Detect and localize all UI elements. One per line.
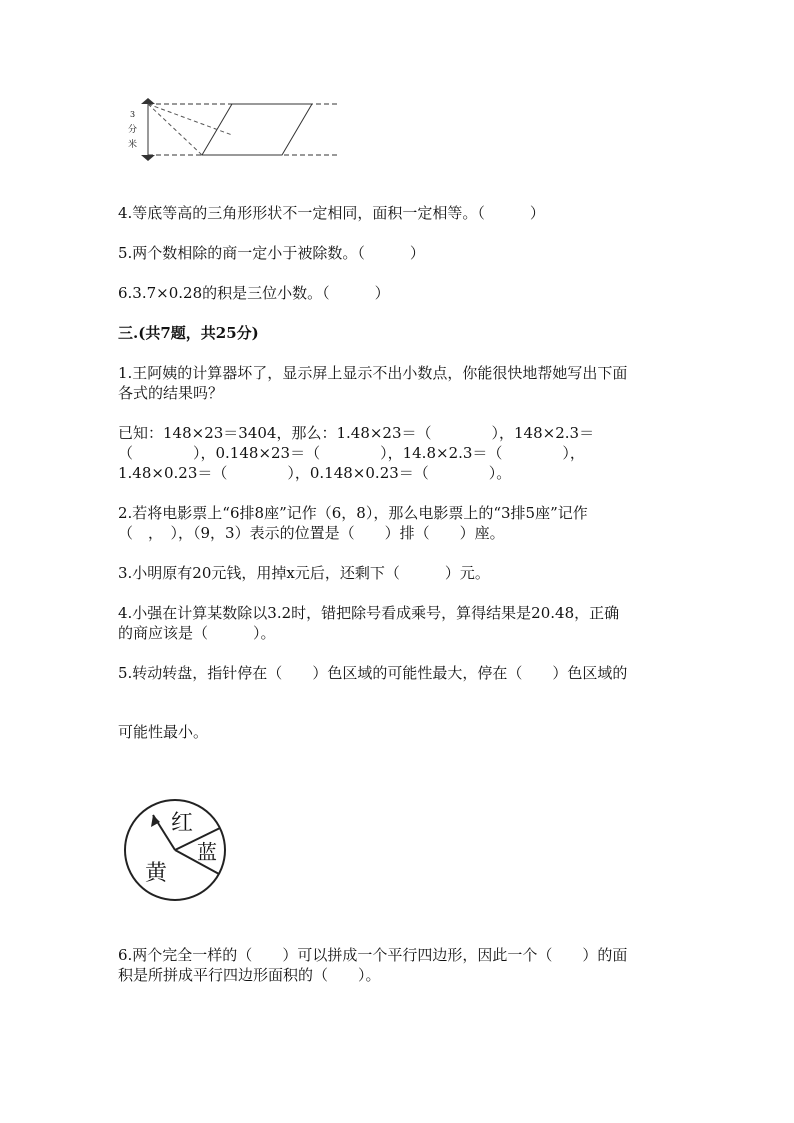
q2-item-5: 5.两个数相除的商一定小于被除数。（ ） <box>118 244 425 262</box>
q1-line-1: 1.王阿姨的计算器坏了，显示屏上显示不出小数点，你能很快地帮她写出下面 <box>118 364 628 382</box>
spinner-label-blue: 蓝 <box>197 840 217 864</box>
q1-line-3: 已知：148×23＝3404，那么：1.48×23＝（ ），148×2.3＝ <box>118 424 595 442</box>
height-label-2: 分 <box>128 125 138 135</box>
q1-line-5: 1.48×0.23＝（ ），0.148×0.23＝（ ）。 <box>118 464 512 482</box>
q5-line-1: 5.转动转盘，指针停在（ ）色区域的可能性最大，停在（ ）色区域的 <box>118 664 628 682</box>
q3-line: 3.小明原有20元钱，用掉x元后，还剩下（ ）元。 <box>118 564 490 582</box>
q6-line-2: 积是所拼成平行四边形面积的（ ）。 <box>118 966 381 984</box>
q4-line-2: 的商应该是（ ）。 <box>118 624 276 642</box>
q5-line-2: 可能性最小。 <box>118 723 209 741</box>
height-label-3: 米 <box>128 140 138 150</box>
q2-item-4: 4.等底等高的三角形形状不一定相同，面积一定相等。（ ） <box>118 204 545 222</box>
section-heading: 三.(共7题，共25分) <box>118 324 259 342</box>
spinner-label-red: 红 <box>171 811 194 836</box>
q2-item-6: 6.3.7×0.28的积是三位小数。（ ） <box>118 284 390 302</box>
spinner-figure <box>120 795 230 905</box>
q1-line-2: 各式的结果吗？ <box>118 384 224 402</box>
parallelogram-figure <box>120 95 360 165</box>
q4-line-1: 4.小强在计算某数除以3.2时，错把除号看成乘号，算得结果是20.48，正确 <box>118 604 620 622</box>
q6-line-1: 6.两个完全一样的（ ）可以拼成一个平行四边形，因此一个（ ）的面 <box>118 946 628 964</box>
height-label-1: 3 <box>130 110 136 119</box>
q2-line-2: （ ， ），（9，3）表示的位置是（ ）排（ ）座。 <box>118 524 505 542</box>
q2-line-1: 2.若将电影票上“6排8座”记作（6，8），那么电影票上的“3排5座”记作 <box>118 504 588 522</box>
spinner-label-yellow: 黄 <box>145 861 168 886</box>
q1-line-4: （ ），0.148×23＝（ ），14.8×2.3＝（ ）， <box>118 444 585 462</box>
